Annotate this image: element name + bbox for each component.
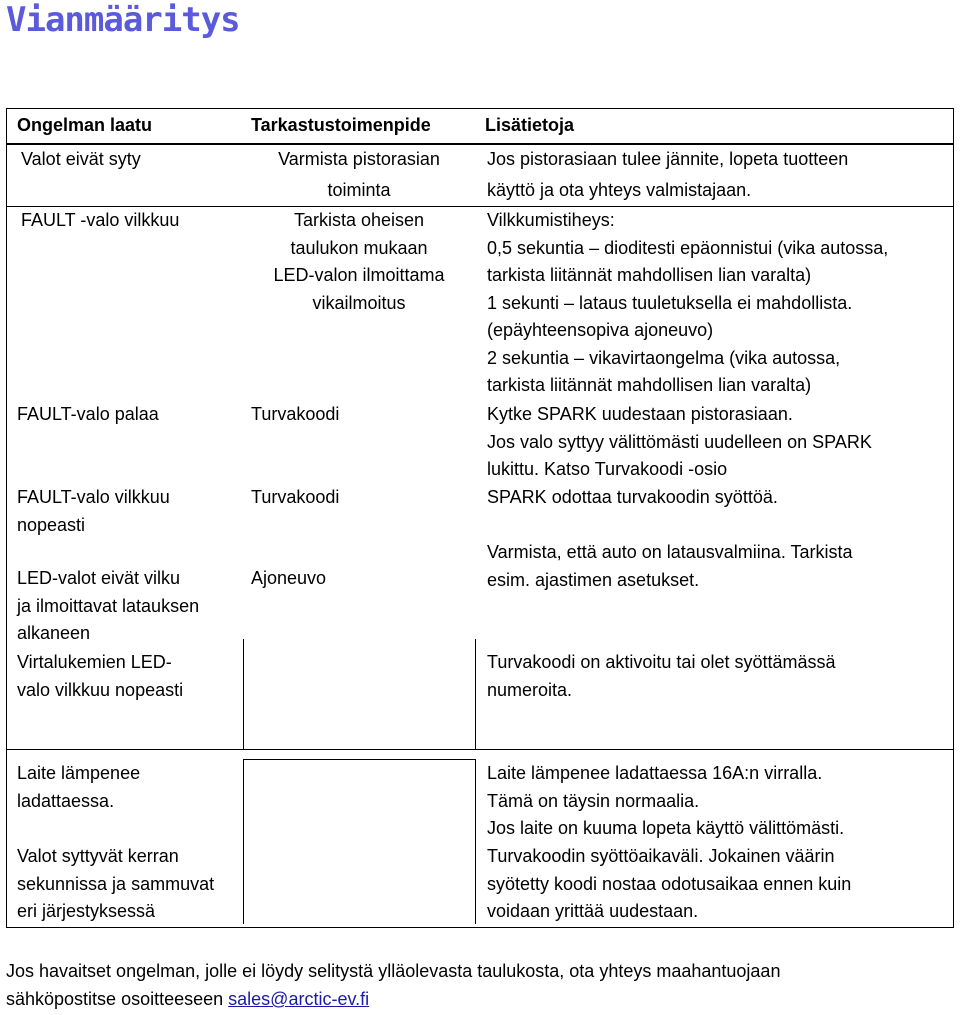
footer-line-2-prefix: sähköpostitse osoitteeseen [6, 989, 229, 1009]
cell-line: 2 sekuntia – vikavirtaongelma (vika autossa, [487, 347, 841, 368]
footer-line-2 [6, 985, 780, 1013]
cell-line: Kytke SPARK uudestaan pistorasiaan. [487, 404, 793, 424]
cell-line: Tämä on täysin normaalia. [487, 790, 700, 811]
cell-line: käyttö ja ota yhteys valmistajaan. [487, 179, 752, 200]
cell-line: numeroita. [487, 679, 573, 700]
cell-line: 0,5 sekuntia – dioditesti epäonnistui (vika autossa, [487, 237, 889, 258]
cell-line: LED-valot eivät vilku [17, 568, 181, 588]
cell-line: eri järjestyksessä [17, 901, 156, 921]
cell-line: syötetty koodi nostaa odotusaikaa ennen kuin [487, 873, 852, 894]
cell-line: Jos laite on kuuma lopeta käyttö välittömästi. [487, 818, 845, 838]
cell-action-3 [251, 401, 339, 429]
cell-problem-3 [17, 401, 159, 429]
cell-line: FAULT -valo vilkkuu [21, 210, 180, 230]
cell-line: Virtalukemien LED- [17, 652, 172, 672]
cell-line: Turvakoodin syöttöaikaväli. Jokainen väärin [487, 846, 835, 866]
header-problem: Ongelman laatu [17, 115, 153, 135]
cell-line: taulukon mukaan [290, 237, 428, 258]
cell-problem-7 [17, 760, 140, 815]
email-link[interactable]: sales@arctic-ev.fi [228, 989, 370, 1009]
cell-line: 1 sekunti – lataus tuuletuksella ei mahdollista. [487, 292, 853, 313]
table-header-row [7, 109, 953, 145]
footer-note [6, 957, 780, 1013]
header-action: Tarkastustoimenpide [251, 115, 431, 135]
cell-line: alkaneen [17, 623, 91, 643]
cell-action-4 [251, 484, 339, 512]
cell-info-5 [487, 539, 853, 594]
header-info: Lisätietoja [485, 115, 575, 135]
cell-line: tarkista liitännät mahdollisen lian varalta) [487, 375, 812, 395]
cell-problem-1 [21, 146, 141, 174]
cell-line: Tarkista oheisen [293, 210, 425, 230]
cell-info-2 [487, 207, 888, 400]
column-divider [475, 639, 476, 749]
troubleshooting-table [6, 108, 954, 928]
cell-problem-2 [21, 207, 179, 235]
cell-line: tarkista liitännät mahdollisen lian varalta) [487, 265, 812, 285]
cell-action-2 [243, 207, 475, 317]
cell-line: Varmista, että auto on latausvalmiina. Tarkista [487, 542, 853, 562]
cell-line: lukittu. Katso Turvakoodi -osio [487, 459, 728, 479]
cell-line: Jos valo syttyy välittömästi uudelleen on SPARK [487, 431, 872, 452]
cell-problem-5 [17, 565, 199, 648]
cell-line: Laite lämpenee [17, 763, 141, 783]
cell-line: Turvakoodi [251, 404, 340, 424]
cell-line: FAULT-valo vilkkuu [17, 487, 170, 507]
row-divider [7, 749, 953, 750]
cell-line: LED-valon ilmoittama [273, 265, 445, 285]
cell-info-4 [487, 484, 778, 512]
cell-info-1 [487, 146, 848, 204]
cell-info-8 [487, 843, 851, 926]
page-title: Vianmääritys [6, 0, 240, 40]
cell-line: vikailmoitus [312, 292, 406, 313]
cell-line: valo vilkkuu nopeasti [17, 679, 184, 700]
cell-action-5 [251, 565, 326, 593]
cell-info-6 [487, 649, 836, 704]
column-divider [475, 759, 476, 924]
cell-line: ladattaessa. [17, 790, 115, 811]
cell-line: esim. ajastimen asetukset. [487, 569, 700, 590]
cell-line: nopeasti [17, 514, 86, 535]
cell-line: voidaan yrittää uudestaan. [487, 901, 699, 921]
cell-info-7 [487, 760, 844, 843]
cell-line: (epäyhteensopiva ajoneuvo) [487, 320, 714, 340]
column-divider [243, 639, 244, 749]
cell-line: Turvakoodi [251, 487, 340, 507]
cell-line: Turvakoodi on aktivoitu tai olet syöttämässä [487, 652, 836, 672]
cell-line: Valot syttyvät kerran [17, 846, 179, 866]
cell-problem-4 [17, 484, 170, 539]
cell-problem-6 [17, 649, 183, 704]
cell-line: SPARK odottaa turvakoodin syöttöä. [487, 487, 778, 507]
cell-info-3 [487, 401, 872, 484]
cell-line: Varmista pistorasian [278, 149, 440, 169]
cell-line: toiminta [327, 179, 391, 200]
footer-line-1: Jos havaitset ongelman, jolle ei löydy selitystä ylläolevasta taulukosta, ota yhteys maahantuojaan [6, 961, 781, 981]
cell-line: Laite lämpenee ladattaessa 16A:n virralla. [487, 763, 823, 783]
cell-action-1 [243, 146, 475, 204]
cell-line: sekunnissa ja sammuvat [17, 873, 215, 894]
cell-problem-8 [17, 843, 214, 926]
cell-line: Vilkkumistiheys: [487, 210, 615, 230]
row-divider [243, 759, 476, 760]
cell-line: FAULT-valo palaa [17, 404, 159, 424]
column-divider [243, 759, 244, 924]
cell-line: ja ilmoittavat latauksen [17, 595, 200, 616]
cell-line: Jos pistorasiaan tulee jännite, lopeta tuotteen [487, 149, 849, 169]
cell-line: Ajoneuvo [251, 568, 327, 588]
cell-line: Valot eivät syty [21, 149, 141, 169]
